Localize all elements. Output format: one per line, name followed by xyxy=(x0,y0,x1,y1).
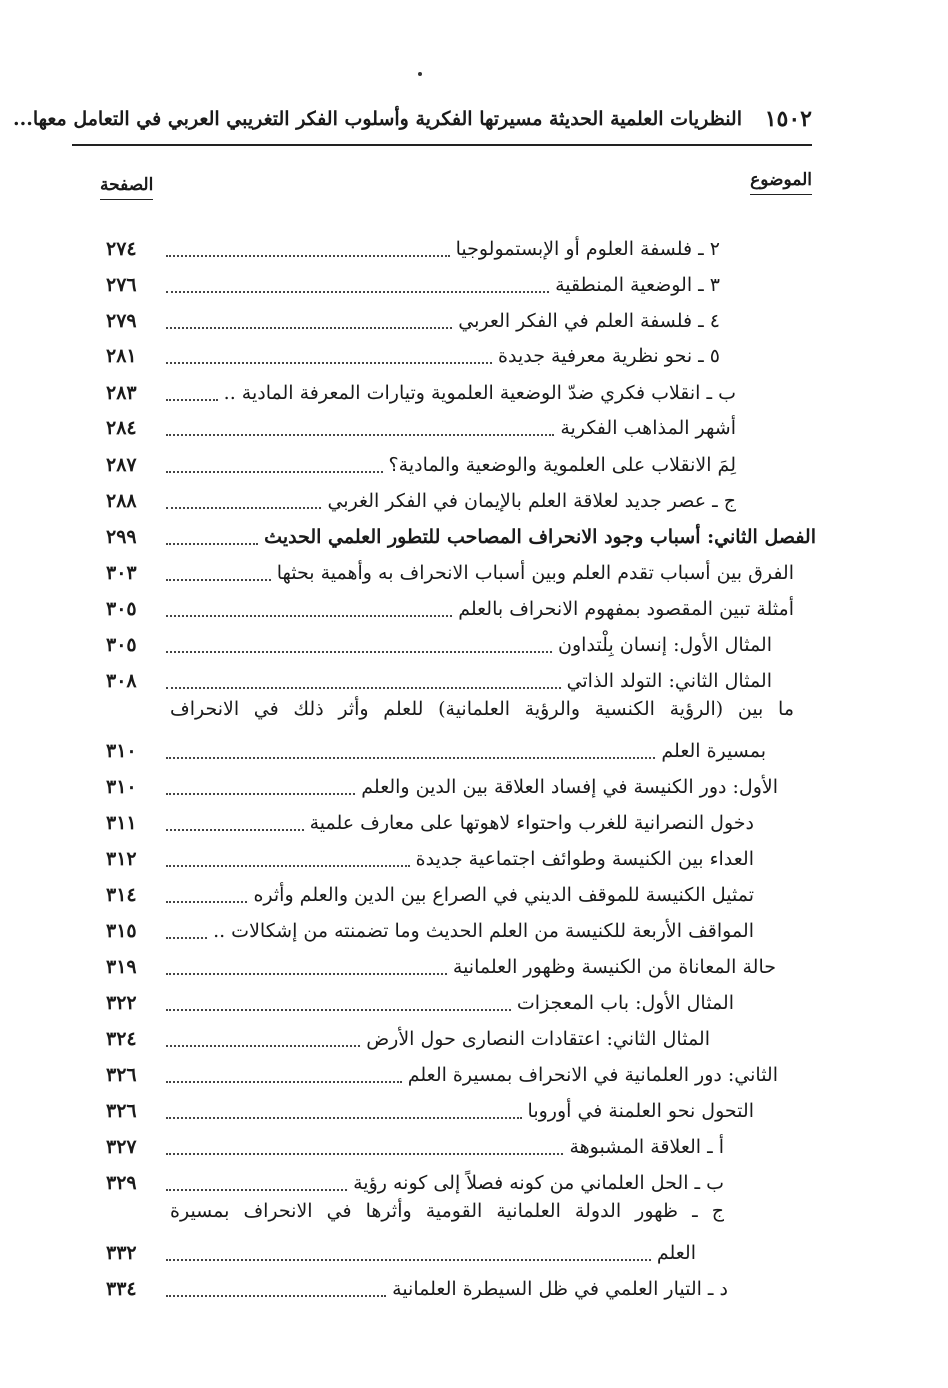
entry-title: ٥ ـ نحو نظرية معرفية جديدة xyxy=(498,345,720,367)
toc-entry[interactable] xyxy=(106,411,736,445)
dot-leader xyxy=(166,255,450,257)
toc-entry[interactable] xyxy=(106,268,720,302)
entry-title: أمثلة تبين المقصود بمفهوم الانحراف بالعلم xyxy=(458,598,794,620)
entry-page: ٢٨٧ xyxy=(106,454,137,476)
entry-page: ٢٩٩ xyxy=(106,526,137,548)
entry-title: التحول نحو العلمنة في أوروبا xyxy=(527,1100,754,1122)
running-title: النظريات العلمية الحديثة مسيرتها الفكرية وأسلوب الفكر التغريبي العربي في التعامل معها... xyxy=(13,108,742,130)
entry-title: ب ـ انقلاب فكري ضدّ الوضعية العلموية وتيارات المعرفة المادية .. xyxy=(223,382,736,404)
entry-title: ٢ ـ فلسفة العلوم أو الإبستمولوجيا xyxy=(455,238,720,260)
entry-page: ٢٨٨ xyxy=(106,490,137,512)
dot-leader xyxy=(166,937,207,939)
toc-entry[interactable] xyxy=(106,1272,728,1306)
entry-page: ٣٢٢ xyxy=(106,992,137,1014)
entry-page: ٢٨١ xyxy=(106,345,137,367)
dot-leader xyxy=(166,829,304,831)
dot-leader xyxy=(166,793,355,795)
entry-page: ٣٠٥ xyxy=(106,598,137,620)
entry-title: الفرق بين أسباب تقدم العلم وبين أسباب الانحراف به وأهمية بحثها xyxy=(276,562,794,584)
toc-entry[interactable] xyxy=(106,592,794,626)
toc-entry[interactable] xyxy=(106,878,754,912)
toc-entry[interactable] xyxy=(106,628,772,662)
entry-title: المثال الأول: باب المعجزات xyxy=(516,992,734,1014)
dot-leader xyxy=(166,327,452,329)
running-header xyxy=(13,104,812,146)
toc-entry[interactable] xyxy=(106,770,778,804)
dot-leader xyxy=(166,291,549,293)
dot-leader xyxy=(166,507,321,509)
entry-title: الفصل الثاني: أسباب وجود الانحراف المصاحب للتطور العلمي الحديث xyxy=(264,526,816,548)
entry-title: المثال الثاني: اعتقادات النصارى حول الأرض xyxy=(366,1028,710,1050)
entry-title: لِمَ الانقلاب على العلموية والوضعية والمادية؟ xyxy=(388,454,736,476)
entry-title: تمثيل الكنيسة للموقف الديني في الصراع بين الدين والعلم وأثره xyxy=(253,884,754,906)
dot-leader xyxy=(166,1295,386,1297)
toc-entry-first-line: ج ـ ظهور الدولة العلمانية القومية وأثرها في الانحراف بمسيرة xyxy=(170,1200,724,1222)
entry-page: ٢٧٩ xyxy=(106,310,137,332)
entry-page: ٣٢٩ xyxy=(106,1172,137,1194)
entry-page: ٣١٠ xyxy=(106,776,137,798)
entry-page: ٣٢٧ xyxy=(106,1136,137,1158)
entry-page: ٣٢٦ xyxy=(106,1064,137,1086)
dot-leader xyxy=(166,651,552,653)
dot-leader xyxy=(166,615,452,617)
entry-page: ٣١١ xyxy=(106,812,137,834)
dot-leader xyxy=(166,1153,563,1155)
toc-entry[interactable] xyxy=(106,1166,724,1200)
entry-page: ٣٠٣ xyxy=(106,562,137,584)
toc-entry[interactable] xyxy=(106,1094,754,1128)
toc-entry[interactable] xyxy=(106,1130,724,1164)
toc-entry[interactable] xyxy=(106,842,754,876)
toc-entry[interactable] xyxy=(106,556,794,590)
toc-entry[interactable] xyxy=(106,1236,696,1270)
dot-leader xyxy=(166,1009,511,1011)
entry-title: الأول: دور الكنيسة في إفساد العلاقة بين الدين والعلم xyxy=(361,776,778,798)
entry-page: ٣١٠ xyxy=(106,740,137,762)
dot-leader xyxy=(166,399,218,401)
entry-title: د ـ التيار العلمي في ظل السيطرة العلمانية xyxy=(392,1278,728,1300)
dot-leader xyxy=(166,865,410,867)
entry-page: ٣١٩ xyxy=(106,956,137,978)
entry-page: ٢٨٤ xyxy=(106,417,137,439)
toc-entry[interactable] xyxy=(106,914,754,948)
page-column-heading: الصفحة xyxy=(100,175,153,200)
dot-leader xyxy=(166,579,271,581)
dot-leader xyxy=(166,687,561,689)
dot-leader xyxy=(166,1189,347,1191)
entry-page: ٣١٢ xyxy=(106,848,137,870)
dot-leader xyxy=(166,362,492,364)
entry-page: ٣٠٥ xyxy=(106,634,137,656)
entry-title: ٣ ـ الوضعية المنطقية xyxy=(555,274,720,296)
dot-leader xyxy=(166,901,247,903)
entry-page: ٣٣٢ xyxy=(106,1242,137,1264)
toc-entry[interactable] xyxy=(106,986,734,1020)
toc-chapter-entry[interactable] xyxy=(106,520,816,554)
dot-leader xyxy=(166,1117,522,1119)
entry-title: المثال الأول: إنسان بِلْتداون xyxy=(558,634,772,656)
entry-title: العلم xyxy=(656,1242,696,1264)
entry-page: ٢٧٤ xyxy=(106,238,137,260)
entry-title: المثال الثاني: التولد الذاتي xyxy=(566,670,772,692)
entry-page: ٢٧٦ xyxy=(106,274,137,296)
entry-page: ٣١٥ xyxy=(106,920,137,942)
entry-title: ٤ ـ فلسفة العلم في الفكر العربي xyxy=(458,310,720,332)
toc-entry-first-line: ما بين (الرؤية الكنسية والرؤية العلمانية) للعلم وأثر ذلك في الانحراف xyxy=(170,698,794,720)
dot-leader xyxy=(166,1045,360,1047)
dot-leader xyxy=(166,434,554,436)
entry-title: ب ـ الحل العلماني من كونه فصلاً إلى كونه رؤية xyxy=(353,1172,724,1194)
topic-column-heading: الموضوع xyxy=(750,170,812,195)
entry-page: ٣٠٨ xyxy=(106,670,137,692)
entry-page: ٣١٤ xyxy=(106,884,137,906)
entry-title: ج ـ عصر جديد لعلاقة العلم بالإيمان في الفكر الغربي xyxy=(327,490,736,512)
toc-entry[interactable] xyxy=(106,484,736,518)
entry-page: ٣٣٤ xyxy=(106,1278,137,1300)
toc-entry[interactable] xyxy=(106,232,720,266)
toc-entry[interactable] xyxy=(106,664,772,698)
entry-title: العداء بين الكنيسة وطوائف اجتماعية جديدة xyxy=(415,848,754,870)
entry-title: بمسيرة العلم xyxy=(661,740,766,762)
entry-page: ٣٢٤ xyxy=(106,1028,137,1050)
entry-page: ٢٨٣ xyxy=(106,382,137,404)
toc-entry[interactable] xyxy=(106,376,736,410)
entry-title: دخول النصرانية للغرب واحتواء لاهوتها على معارف علمية xyxy=(309,812,754,834)
toc-entry[interactable] xyxy=(106,734,766,768)
entry-title: أشهر المذاهب الفكرية xyxy=(560,417,736,439)
toc-entry[interactable] xyxy=(106,339,720,373)
page-mark xyxy=(418,72,422,76)
dot-leader xyxy=(166,757,655,759)
dot-leader xyxy=(166,543,258,545)
toc-entry[interactable] xyxy=(106,304,720,338)
entry-title: حالة المعاناة من الكنيسة وظهور العلمانية xyxy=(452,956,776,978)
toc-entry[interactable] xyxy=(106,806,754,840)
entry-page: ٣٢٦ xyxy=(106,1100,137,1122)
dot-leader xyxy=(166,973,447,975)
dot-leader xyxy=(166,471,383,473)
page-number: ١٥٠٢ xyxy=(764,106,812,132)
entry-title: المواقف الأربعة للكنيسة من العلم الحديث وما تضمنته من إشكالات .. xyxy=(213,920,754,942)
dot-leader xyxy=(166,1259,651,1261)
dot-leader xyxy=(166,1081,402,1083)
toc-entry[interactable] xyxy=(106,448,736,482)
toc-entry[interactable] xyxy=(106,950,776,984)
toc-entry[interactable] xyxy=(106,1058,778,1092)
entry-title: أ ـ العلاقة المشبوهة xyxy=(569,1136,724,1158)
entry-title: الثاني: دور العلمانية في الانحراف بمسيرة العلم xyxy=(407,1064,778,1086)
toc-entry[interactable] xyxy=(106,1022,710,1056)
